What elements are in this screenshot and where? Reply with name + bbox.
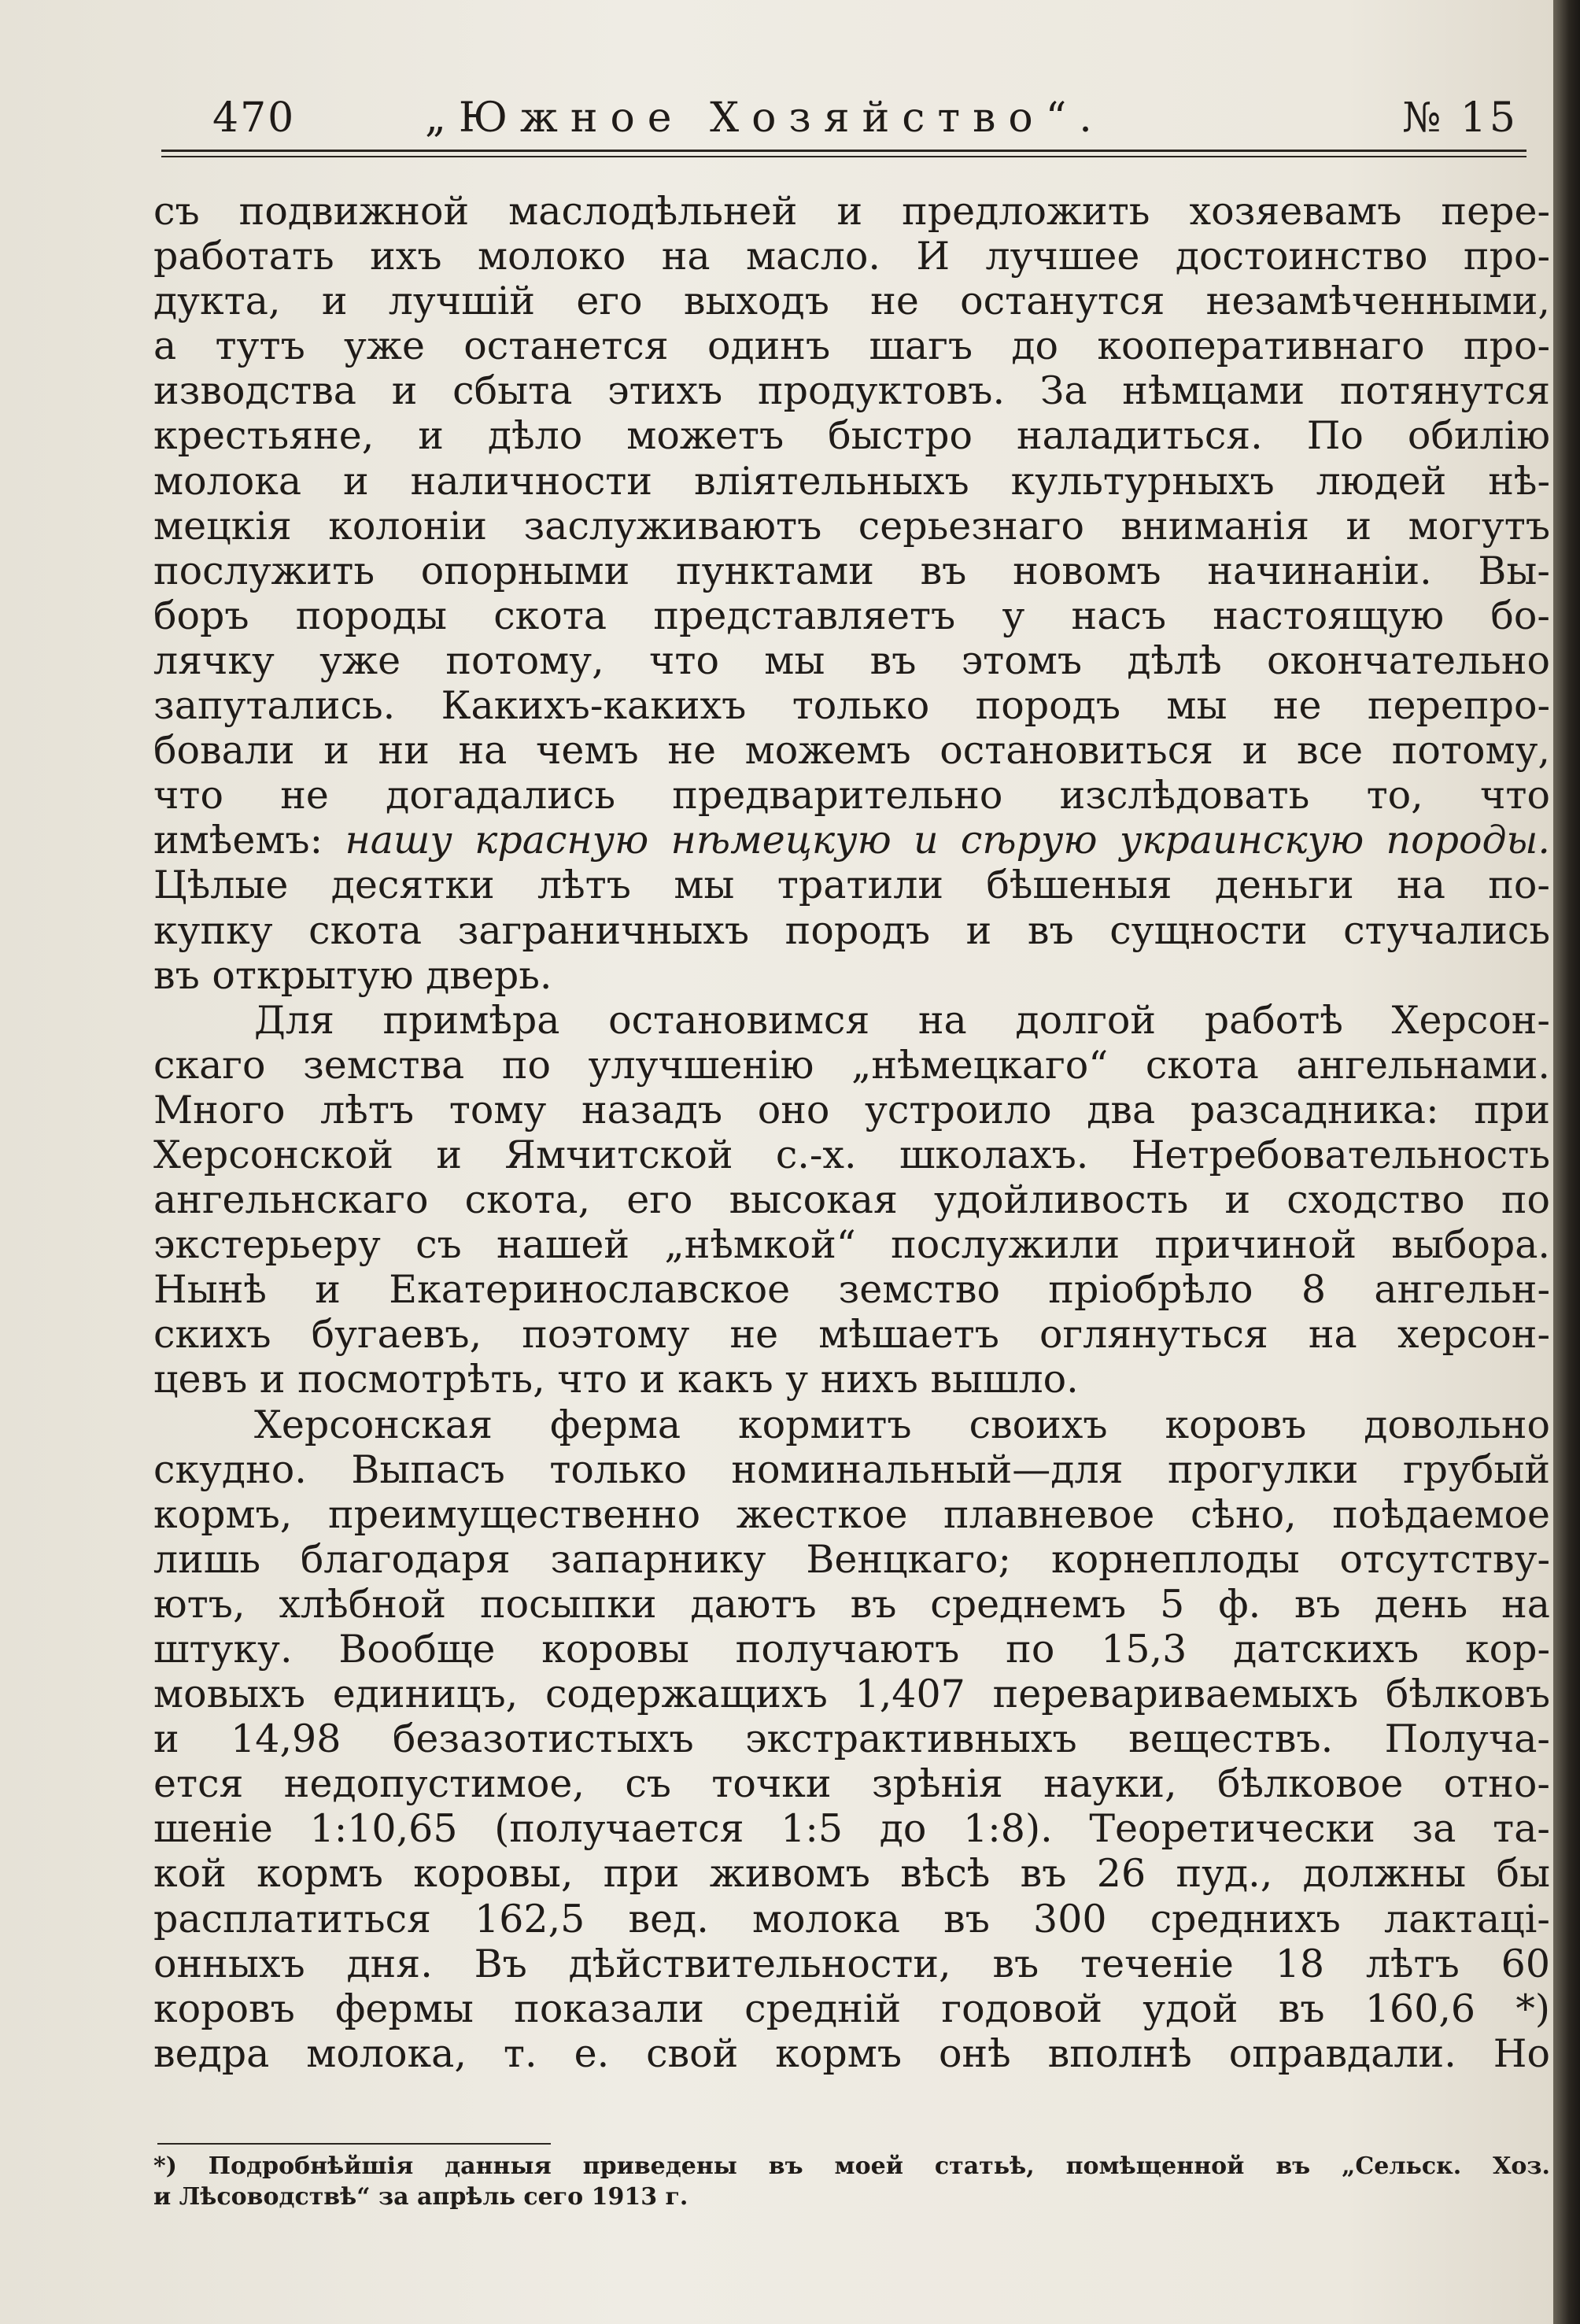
text-line: штуку. Вообще коровы получаютъ по 15,3 датскихъ кор- xyxy=(153,1627,1550,1672)
footnote-line: *) Подробнѣйшія данныя приведены въ моей статьѣ, помѣщенной въ „Сельск. Хоз. xyxy=(153,2152,1550,2180)
header-rule-secondary xyxy=(161,156,1526,157)
body-text xyxy=(153,189,1550,2076)
text-line: съ подвижной маслодѣльней и предложить хозяевамъ пере- xyxy=(153,189,1550,234)
header-rule xyxy=(161,150,1526,152)
text-line: и 14,98 безазотистыхъ экстрактивныхъ веществъ. Получа- xyxy=(153,1716,1550,1762)
text-line: коровъ фермы показали средній годовой удой въ 160,6 *) xyxy=(153,1986,1550,2031)
text-line: расплатиться 162,5 вед. молока въ 300 среднихъ лактаці- xyxy=(153,1896,1550,1942)
text-line: экстерьеру съ нашей „нѣмкой“ послужили причиной выбора. xyxy=(153,1222,1550,1268)
text-line: мовыхъ единицъ, содержащихъ 1,407 перевариваемыхъ бѣлковъ xyxy=(153,1672,1550,1717)
text-line: кормъ, преимущественно жесткое плавневое сѣно, поѣдаемое xyxy=(153,1491,1550,1537)
page-binding-edge xyxy=(1553,0,1580,2324)
text-line-with-italic xyxy=(153,818,1550,863)
text-line: скаго земства по улучшенію „нѣмецкаго“ скота ангельнами. xyxy=(153,1042,1550,1088)
text-line: послужить опорными пунктами въ новомъ начинаніи. Вы- xyxy=(153,548,1550,593)
footnote xyxy=(153,2151,1550,2212)
text-line: скудно. Выпасъ только номинальный—для прогулки грубый xyxy=(153,1446,1550,1492)
text-line: лячку уже потому, что мы въ этомъ дѣлѣ окончательно xyxy=(153,637,1550,683)
text-line: что не догадались предварительно изслѣдовать то, что xyxy=(153,773,1550,818)
journal-title: „Южное Хозяйство“. xyxy=(425,94,1105,142)
text-line: запутались. Какихъ-какихъ только породъ мы не перепро- xyxy=(153,683,1550,729)
text-line: ангельнскаго скота, его высокая удойливость и сходство по xyxy=(153,1177,1550,1223)
text-line: бовали и ни на чемъ не можемъ остановиться и все потому, xyxy=(153,728,1550,774)
text-fragment: имѣемъ: xyxy=(153,818,323,863)
text-line: кой кормъ коровы, при живомъ вѣсѣ въ 26 пуд., должны бы xyxy=(153,1851,1550,1897)
text-line: ведра молока, т. е. свой кормъ онѣ вполнѣ оправдали. Но xyxy=(153,2030,1550,2076)
text-line: скихъ бугаевъ, поэтому не мѣшаетъ оглянуться на херсон- xyxy=(153,1312,1550,1358)
page-number: 470 xyxy=(212,94,296,142)
text-line: Цѣлые десятки лѣтъ мы тратили бѣшеныя деньги на по- xyxy=(153,863,1550,908)
text-line: мецкія колоніи заслуживаютъ серьезнаго вниманія и могутъ xyxy=(153,503,1550,549)
paragraph-start-line: Для примѣра остановимся на долгой работѣ Херсон- xyxy=(254,997,1550,1043)
text-line: а тутъ уже останется одинъ шагъ до кооперативнаго про- xyxy=(153,323,1550,369)
issue-number: № 15 xyxy=(1402,94,1519,142)
text-line: ютъ, хлѣбной посыпки даютъ въ среднемъ 5 ф. въ день на xyxy=(153,1581,1550,1627)
paragraph-end-line: въ открытую дверь. xyxy=(153,952,552,998)
text-line: дукта, и лучшій его выходъ не останутся незамѣченными, xyxy=(153,279,1550,324)
text-line: боръ породы скота представляетъ у насъ настоящую бо- xyxy=(153,593,1550,638)
text-line: Много лѣтъ тому назадъ оно устроило два разсадника: при xyxy=(153,1087,1550,1132)
text-line: Нынѣ и Екатеринославское земство пріобрѣло 8 ангельн- xyxy=(153,1267,1550,1313)
paragraph-end-line: цевъ и посмотрѣть, что и какъ у нихъ вышло. xyxy=(153,1357,1079,1402)
text-line: Херсонской и Ямчитской с.-х. школахъ. Нетребовательность xyxy=(153,1132,1550,1177)
text-line: онныхъ дня. Въ дѣйствительности, въ теченіе 18 лѣтъ 60 xyxy=(153,1941,1550,1986)
text-line: молока и наличности вліятельныхъ культурныхъ людей нѣ- xyxy=(153,458,1550,504)
italic-phrase: нашу красную нѣмецкую и сѣрую украинскую породы. xyxy=(345,818,1550,863)
footnote-rule xyxy=(157,2143,551,2145)
text-line: купку скота заграничныхъ породъ и въ сущности стучались xyxy=(153,907,1550,953)
text-line: работать ихъ молоко на масло. И лучшее достоинство про- xyxy=(153,234,1550,279)
paragraph-start-line: Херсонская ферма кормитъ своихъ коровъ довольно xyxy=(254,1402,1550,1447)
text-line: ется недопустимое, съ точки зрѣнія науки, бѣлковое отно- xyxy=(153,1761,1550,1807)
running-header xyxy=(212,94,1519,157)
text-line: изводства и сбыта этихъ продуктовъ. За нѣмцами потянутся xyxy=(153,368,1550,414)
text-line: шеніе 1:10,65 (получается 1:5 до 1:8). Теоретически за та- xyxy=(153,1806,1550,1852)
text-line: лишь благодаря запарнику Венцкаго; корнеплоды отсутству- xyxy=(153,1536,1550,1582)
footnote-line: и Лѣсоводствѣ“ за апрѣль сего 1913 г. xyxy=(153,2183,688,2211)
text-line: крестьяне, и дѣло можетъ быстро наладиться. По обилію xyxy=(153,413,1550,459)
